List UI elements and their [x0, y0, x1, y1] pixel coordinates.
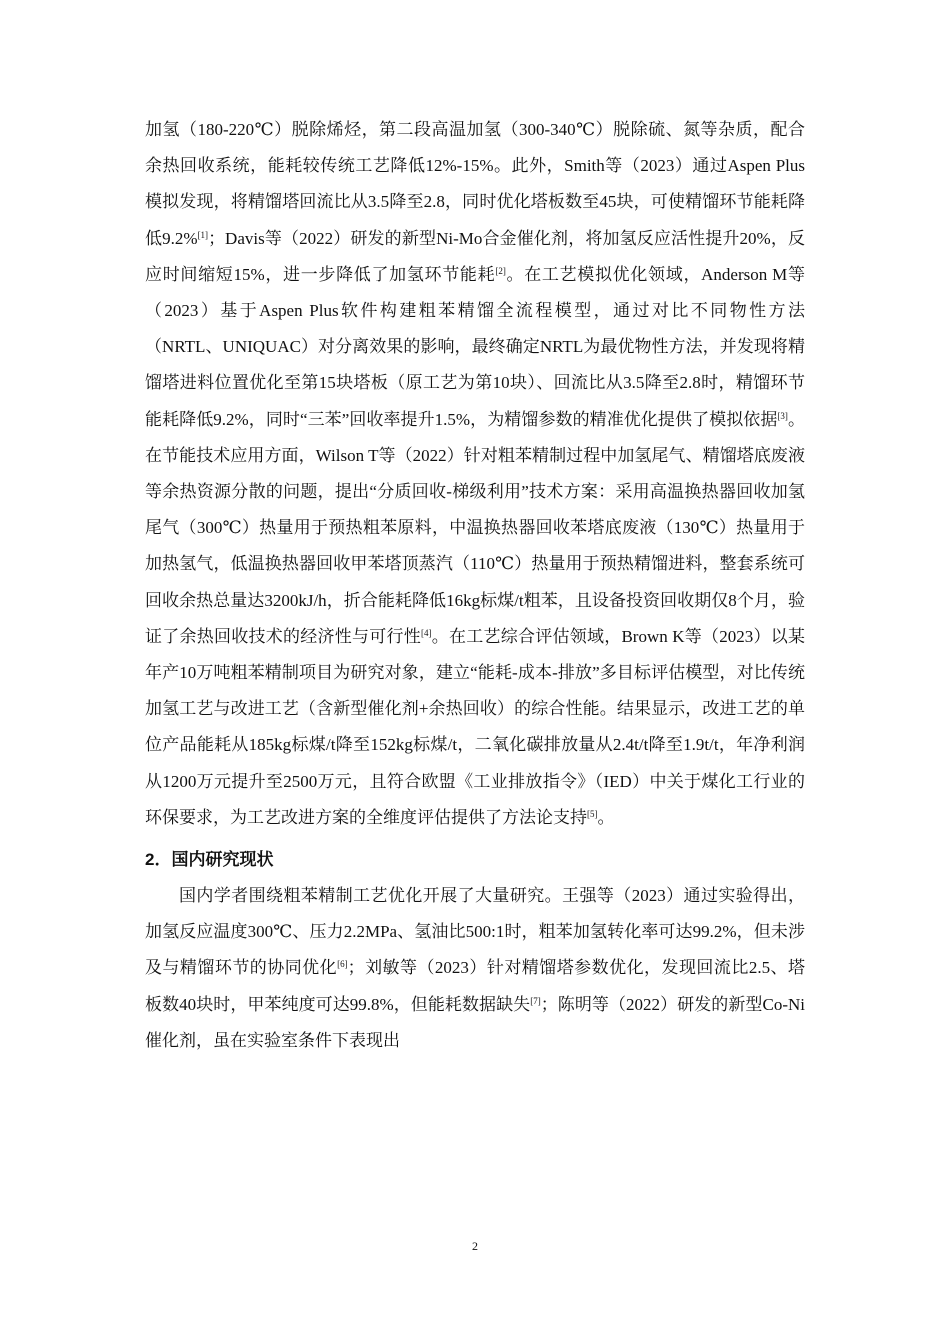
- citation-marker: [6]: [337, 959, 348, 970]
- text-run: ；陈明等（2022）研发的新型Co-Ni催化剂，虽在实验室条件下表现出: [145, 994, 805, 1050]
- text-run: 。在工艺模拟优化领域，Anderson M等（2023）基于Aspen Plus软件构建粗苯精馏全流程模型，通过对比不同物性方法（NRTL、UNIQUAC）对分离效果的影响，最终确定NRTL为最优物性方法，并发现将精馏塔进料位置优化至第15块塔板（原工艺为第10块）、回流比从3.5降至2.8时，精馏环节能耗降低9.2%，同时“三苯”回收率提升1.5%，为精馏参数的精准优化提供了模拟依据: [145, 264, 805, 429]
- text-run: 。: [597, 807, 615, 827]
- section-heading: 2．国内研究现状: [145, 850, 274, 870]
- citation-marker: [1]: [197, 229, 209, 240]
- text-run: 国内学者围绕粗苯精制工艺优化开展了大量研究。王强等（2023）通过实验得出，加氢反应温度300℃、压力2.2MPa、氢油比500:1时，粗苯加氢转化率可达99.2%，但未涉及与精馏环节的协同优化: [145, 886, 805, 978]
- citation-marker: [4]: [420, 627, 432, 638]
- text-run: 加氢（180-220℃）脱除烯烃，第二段高温加氢（300-340℃）脱除硫、氮等杂质，配合余热回收系统，能耗较传统工艺降低12%-15%。此外，Smith等（2023）通过Aspen Plus模拟发现，将精馏塔回流比从3.5降至2.8，同时优化塔板数至45块，可使精馏环节能耗降低9.2%: [145, 120, 805, 248]
- text-run: 。在工艺综合评估领域，Brown K等（2023）以某年产10万吨粗苯精制项目为研究对象，建立“能耗-成本-排放”多目标评估模型，对比传统加氢工艺与改进工艺（含新型催化剂+余热回收）的综合性能。结果显示，改进工艺的单位产品能耗从185kg标煤/t降至152kg标煤/t，二氧化碳排放量从2.4t/t降至1.9t/t，年净利润从1200万元提升至2500万元，且符合欧盟《工业排放指令》（IED）中关于煤化工行业的环保要求，为工艺改进方案的全维度评估提供了方法论支持: [145, 626, 806, 827]
- paragraph-foreign-research: [145, 112, 805, 836]
- page-number: 2: [472, 1239, 478, 1253]
- paragraph-domestic-research: [145, 878, 805, 1059]
- text-run: ；Davis等（2022）研发的新型Ni-Mo合金催化剂，将加氢反应活性提升20%，反应时间缩短15%，进一步降低了加氢环节能耗: [145, 228, 805, 284]
- citation-marker: [7]: [530, 995, 541, 1006]
- body-text: [145, 112, 805, 1059]
- text-run: ；刘敏等（2023）针对精馏塔参数优化，发现回流比2.5、塔板数40块时，甲苯纯度可达99.8%，但能耗数据缺失: [145, 958, 806, 1014]
- text-run: 。在节能技术应用方面，Wilson T等（2022）针对粗苯精制过程中加氢尾气、精馏塔底废液等余热资源分散的问题，提出“分质回收-梯级利用”技术方案：采用高温换热器回收加氢尾气（300℃）热量用于预热粗苯原料，中温换热器回收苯塔底废液（130℃）热量用于加热氢气，低温换热器回收甲苯塔顶蒸汽（110℃）热量用于预热精馏进料，整套系统可回收余热总量达3200kJ/h，折合能耗降低16kg标煤/t粗苯，且设备投资回收期仅8个月，验证了余热回收技术的经济性与可行性: [145, 409, 805, 646]
- citation-marker: [3]: [777, 410, 788, 421]
- citation-marker: [5]: [587, 808, 598, 819]
- citation-marker: [2]: [495, 265, 506, 276]
